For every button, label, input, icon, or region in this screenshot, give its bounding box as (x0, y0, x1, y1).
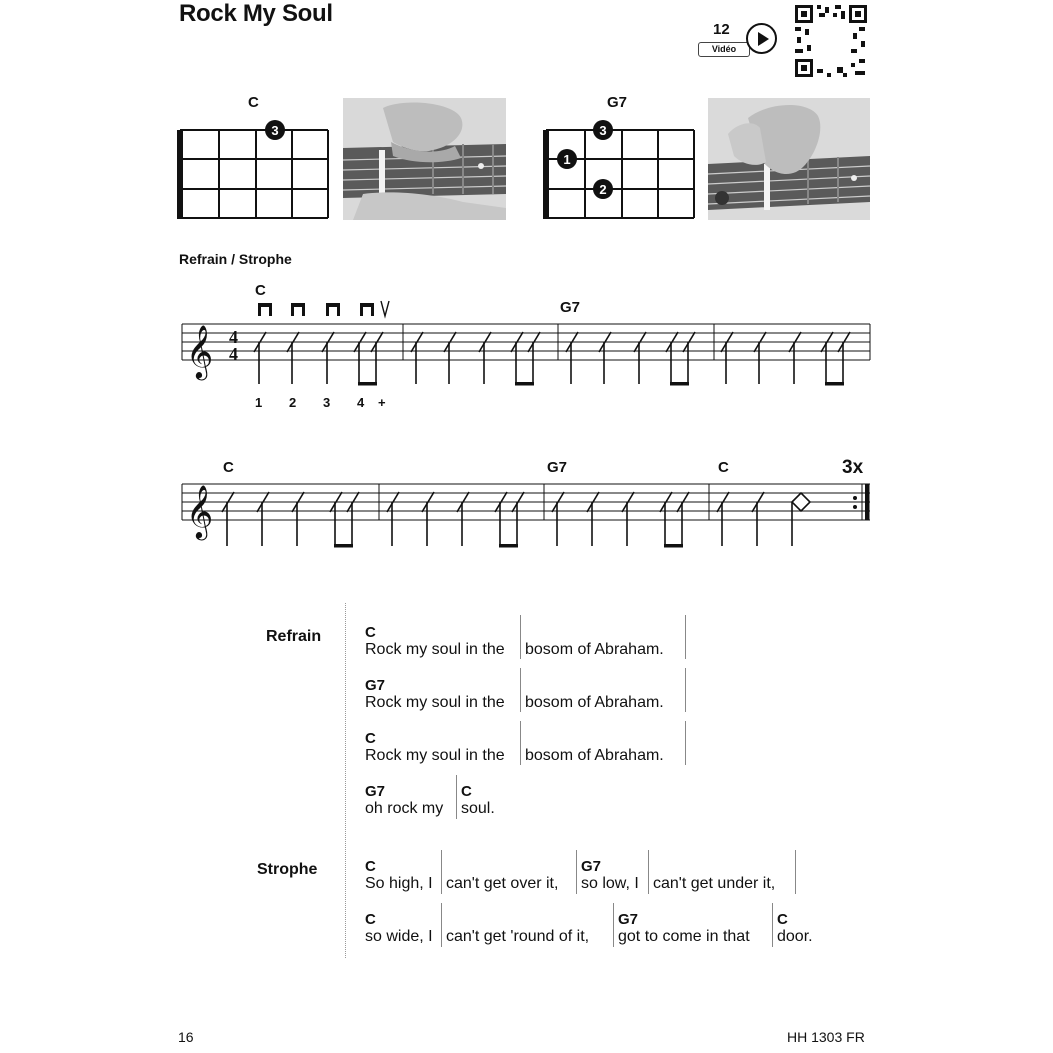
staff2-chord-c: C (223, 459, 234, 476)
lyric-segment: Rock my soul in the (365, 694, 505, 711)
music-staff-1 (178, 298, 873, 390)
beat-count-4: 4 (357, 395, 365, 410)
hand-photo-c (343, 98, 506, 220)
bar-separator (520, 668, 521, 712)
lyric-segment: can't get under it, (653, 875, 776, 892)
finger-number: 3 (599, 123, 607, 138)
bar-separator (520, 615, 521, 659)
bar-separator (685, 668, 686, 712)
bar-separator (795, 850, 796, 894)
bar-separator (685, 615, 686, 659)
chord-diagram-g7 (542, 116, 698, 222)
lyric-chord: C (365, 624, 376, 641)
bar-separator (441, 850, 442, 894)
play-icon[interactable] (746, 23, 777, 54)
qr-code-icon[interactable] (793, 3, 869, 79)
lyric-segment: so wide, I (365, 928, 433, 945)
svg-text:𝄞: 𝄞 (186, 324, 214, 378)
bar-separator (576, 850, 577, 894)
lyric-segment: Rock my soul in the (365, 747, 505, 764)
chord-name-g7: G7 (607, 94, 628, 111)
finger-number: 1 (563, 152, 571, 167)
repeat-count: 3x (842, 457, 864, 478)
lyric-segment: can't get 'round of it, (446, 928, 590, 945)
lyric-segment: So high, I (365, 875, 433, 892)
bar-separator (685, 721, 686, 765)
chord-name-c: C (248, 94, 259, 111)
bar-separator (456, 775, 457, 819)
svg-text:4: 4 (229, 327, 238, 347)
lyric-segment: can't get over it, (446, 875, 559, 892)
video-label: Vidéo (698, 42, 750, 57)
lyric-chord: C (777, 911, 788, 928)
staff1-chord-c: C (255, 282, 266, 299)
lyric-segment: oh rock my (365, 800, 444, 817)
svg-text:𝄞: 𝄞 (186, 484, 214, 538)
bar-separator (520, 721, 521, 765)
lyric-segment: soul. (461, 800, 495, 817)
lyric-chord: C (365, 858, 376, 875)
lyric-chord: C (365, 911, 376, 928)
chord-diagram-c (176, 116, 332, 222)
finger-number: 3 (271, 123, 279, 138)
video-number: 12 (713, 21, 730, 38)
lyric-chord: C (365, 730, 376, 747)
hand-photo-g7 (708, 98, 870, 220)
lyrics-divider (345, 603, 346, 958)
lyric-segment: bosom of Abraham. (525, 641, 664, 658)
lyric-chord: G7 (618, 911, 639, 928)
music-staff-2 (178, 470, 873, 554)
beat-count-1: 1 (255, 395, 263, 410)
bar-separator (441, 903, 442, 947)
catalog-number: HH 1303 FR (787, 1029, 865, 1045)
lyric-chord: G7 (365, 677, 386, 694)
lyric-chord: G7 (365, 783, 386, 800)
lyric-segment: bosom of Abraham. (525, 747, 664, 764)
lyric-segment: bosom of Abraham. (525, 694, 664, 711)
lyric-segment: Rock my soul in the (365, 641, 505, 658)
song-title: Rock My Soul (179, 0, 333, 27)
page-number: 16 (178, 1029, 194, 1045)
refrain-label: Refrain (266, 628, 322, 645)
staff2-chord-g7: G7 (547, 459, 568, 476)
staff1-chord-g7: G7 (560, 299, 581, 316)
lyric-segment: so low, I (581, 875, 639, 892)
bar-separator (648, 850, 649, 894)
lyric-segment: got to come in that (618, 928, 750, 945)
beat-count-2: 2 (289, 395, 297, 410)
bar-separator (772, 903, 773, 947)
bar-separator (613, 903, 614, 947)
staff2-chord-c-final: C (718, 459, 729, 476)
finger-number: 2 (599, 182, 607, 197)
section-label: Refrain / Strophe (179, 251, 292, 267)
beat-count-and: + (378, 395, 386, 410)
lyric-segment: door. (777, 928, 813, 945)
svg-text:4: 4 (229, 344, 238, 364)
lyric-chord: C (461, 783, 472, 800)
beat-count-3: 3 (323, 395, 331, 410)
strophe-label: Strophe (257, 861, 318, 878)
lyric-chord: G7 (581, 858, 602, 875)
